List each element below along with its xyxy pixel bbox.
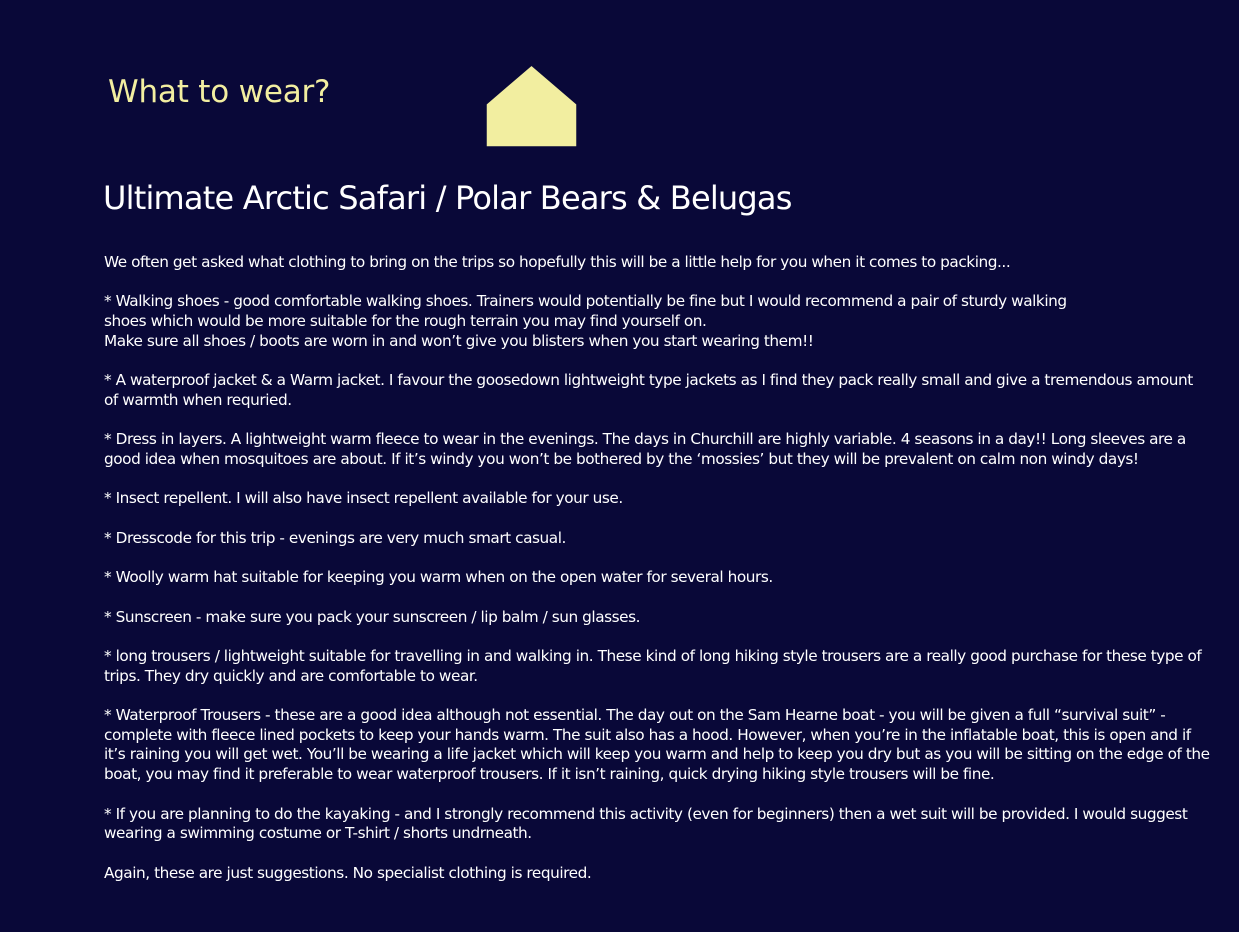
list-item-line: good idea when mosquitoes are about. If it’s windy you won’t be bothered by the ‘mossies’ but they will be prevalent on calm non windy days! (104, 449, 1139, 468)
list-item-trousers (104, 647, 1228, 686)
list-item-line: * Sunscreen - make sure you pack your sunscreen / lip balm / sun glasses. (104, 607, 641, 626)
list-item-walking-shoes (104, 292, 1228, 351)
list-item-jackets (104, 371, 1228, 410)
list-item-line: shoes which would be more suitable for the rough terrain you may find yourself on. (104, 312, 707, 331)
list-item-line: complete with fleece lined pockets to keep your hands warm. The suit also has a hood. However, when you’re in the inflatable boat, this is open and if (104, 725, 1191, 744)
list-item-line: * long trousers / lightweight suitable for travelling in and walking in. These kind of long hiking style trousers are a really good purchase for these type of (104, 646, 1202, 665)
home-button[interactable] (484, 64, 579, 148)
list-item-hat (104, 568, 1228, 588)
list-item-line: * If you are planning to do the kayaking - and I strongly recommend this activity (even for beginners) then a wet suit will be provided. I would suggest (104, 804, 1188, 823)
list-item-line: boat, you may find it preferable to wear waterproof trousers. If it isn’t raining, quick drying hiking style trousers will be fine. (104, 765, 995, 784)
list-item-line: it’s raining you will get wet. You’ll be wearing a life jacket which will keep you warm and help to keep you dry but as you will be sitting on the edge of the (104, 745, 1210, 764)
list-item-line: wearing a swimming costume or T-shirt / shorts undrneath. (104, 824, 532, 843)
list-item-line: * Dress in layers. A lightweight warm fleece to wear in the evenings. The days in Churchill are highly variable. 4 seasons in a day!! Long sleeves are a (104, 430, 1186, 449)
list-item-layers (104, 430, 1228, 469)
house-icon (484, 64, 579, 148)
intro-text: We often get asked what clothing to bring on the trips so hopefully this will be a little help for you when it comes to packing... (104, 253, 1011, 271)
closing-text: Again, these are just suggestions. No specialist clothing is required. (104, 863, 592, 882)
list-item-line: Make sure all shoes / boots are worn in and won’t give you blisters when you start wearing them!! (104, 331, 814, 350)
list-item-line: * Dresscode for this trip - evenings are very much smart casual. (104, 528, 566, 547)
list-item-line: * Walking shoes - good comfortable walking shoes. Trainers would potentially be fine but I would recommend a pair of sturdy walking (104, 292, 1067, 311)
list-item-line: * A waterproof jacket & a Warm jacket. I favour the goosedown lightweight type jackets as I find they pack really small and give a tremendous amount (104, 371, 1193, 390)
list-item-kayaking (104, 805, 1228, 844)
closing-paragraph (104, 864, 1228, 884)
section-title: What to wear? (108, 74, 331, 110)
list-item-insect-repellent (104, 489, 1228, 509)
list-item-line: * Insect repellent. I will also have insect repellent available for your use. (104, 489, 623, 508)
list-item-line: of warmth when requried. (104, 390, 292, 409)
intro-paragraph (104, 253, 1228, 273)
slide-header (0, 0, 1239, 160)
list-item-line: * Woolly warm hat suitable for keeping you warm when on the open water for several hours. (104, 568, 773, 587)
list-item-line: trips. They dry quickly and are comfortable to wear. (104, 666, 478, 685)
page-title: Ultimate Arctic Safari / Polar Bears & Belugas (103, 179, 792, 217)
list-item-waterproof-trousers (104, 706, 1228, 785)
list-item-dresscode (104, 529, 1228, 549)
list-item-sunscreen (104, 608, 1228, 628)
packing-list (104, 253, 1228, 903)
list-item-line: * Waterproof Trousers - these are a good idea although not essential. The day out on the Sam Hearne boat - you will be given a full “survival suit” - (104, 706, 1166, 725)
